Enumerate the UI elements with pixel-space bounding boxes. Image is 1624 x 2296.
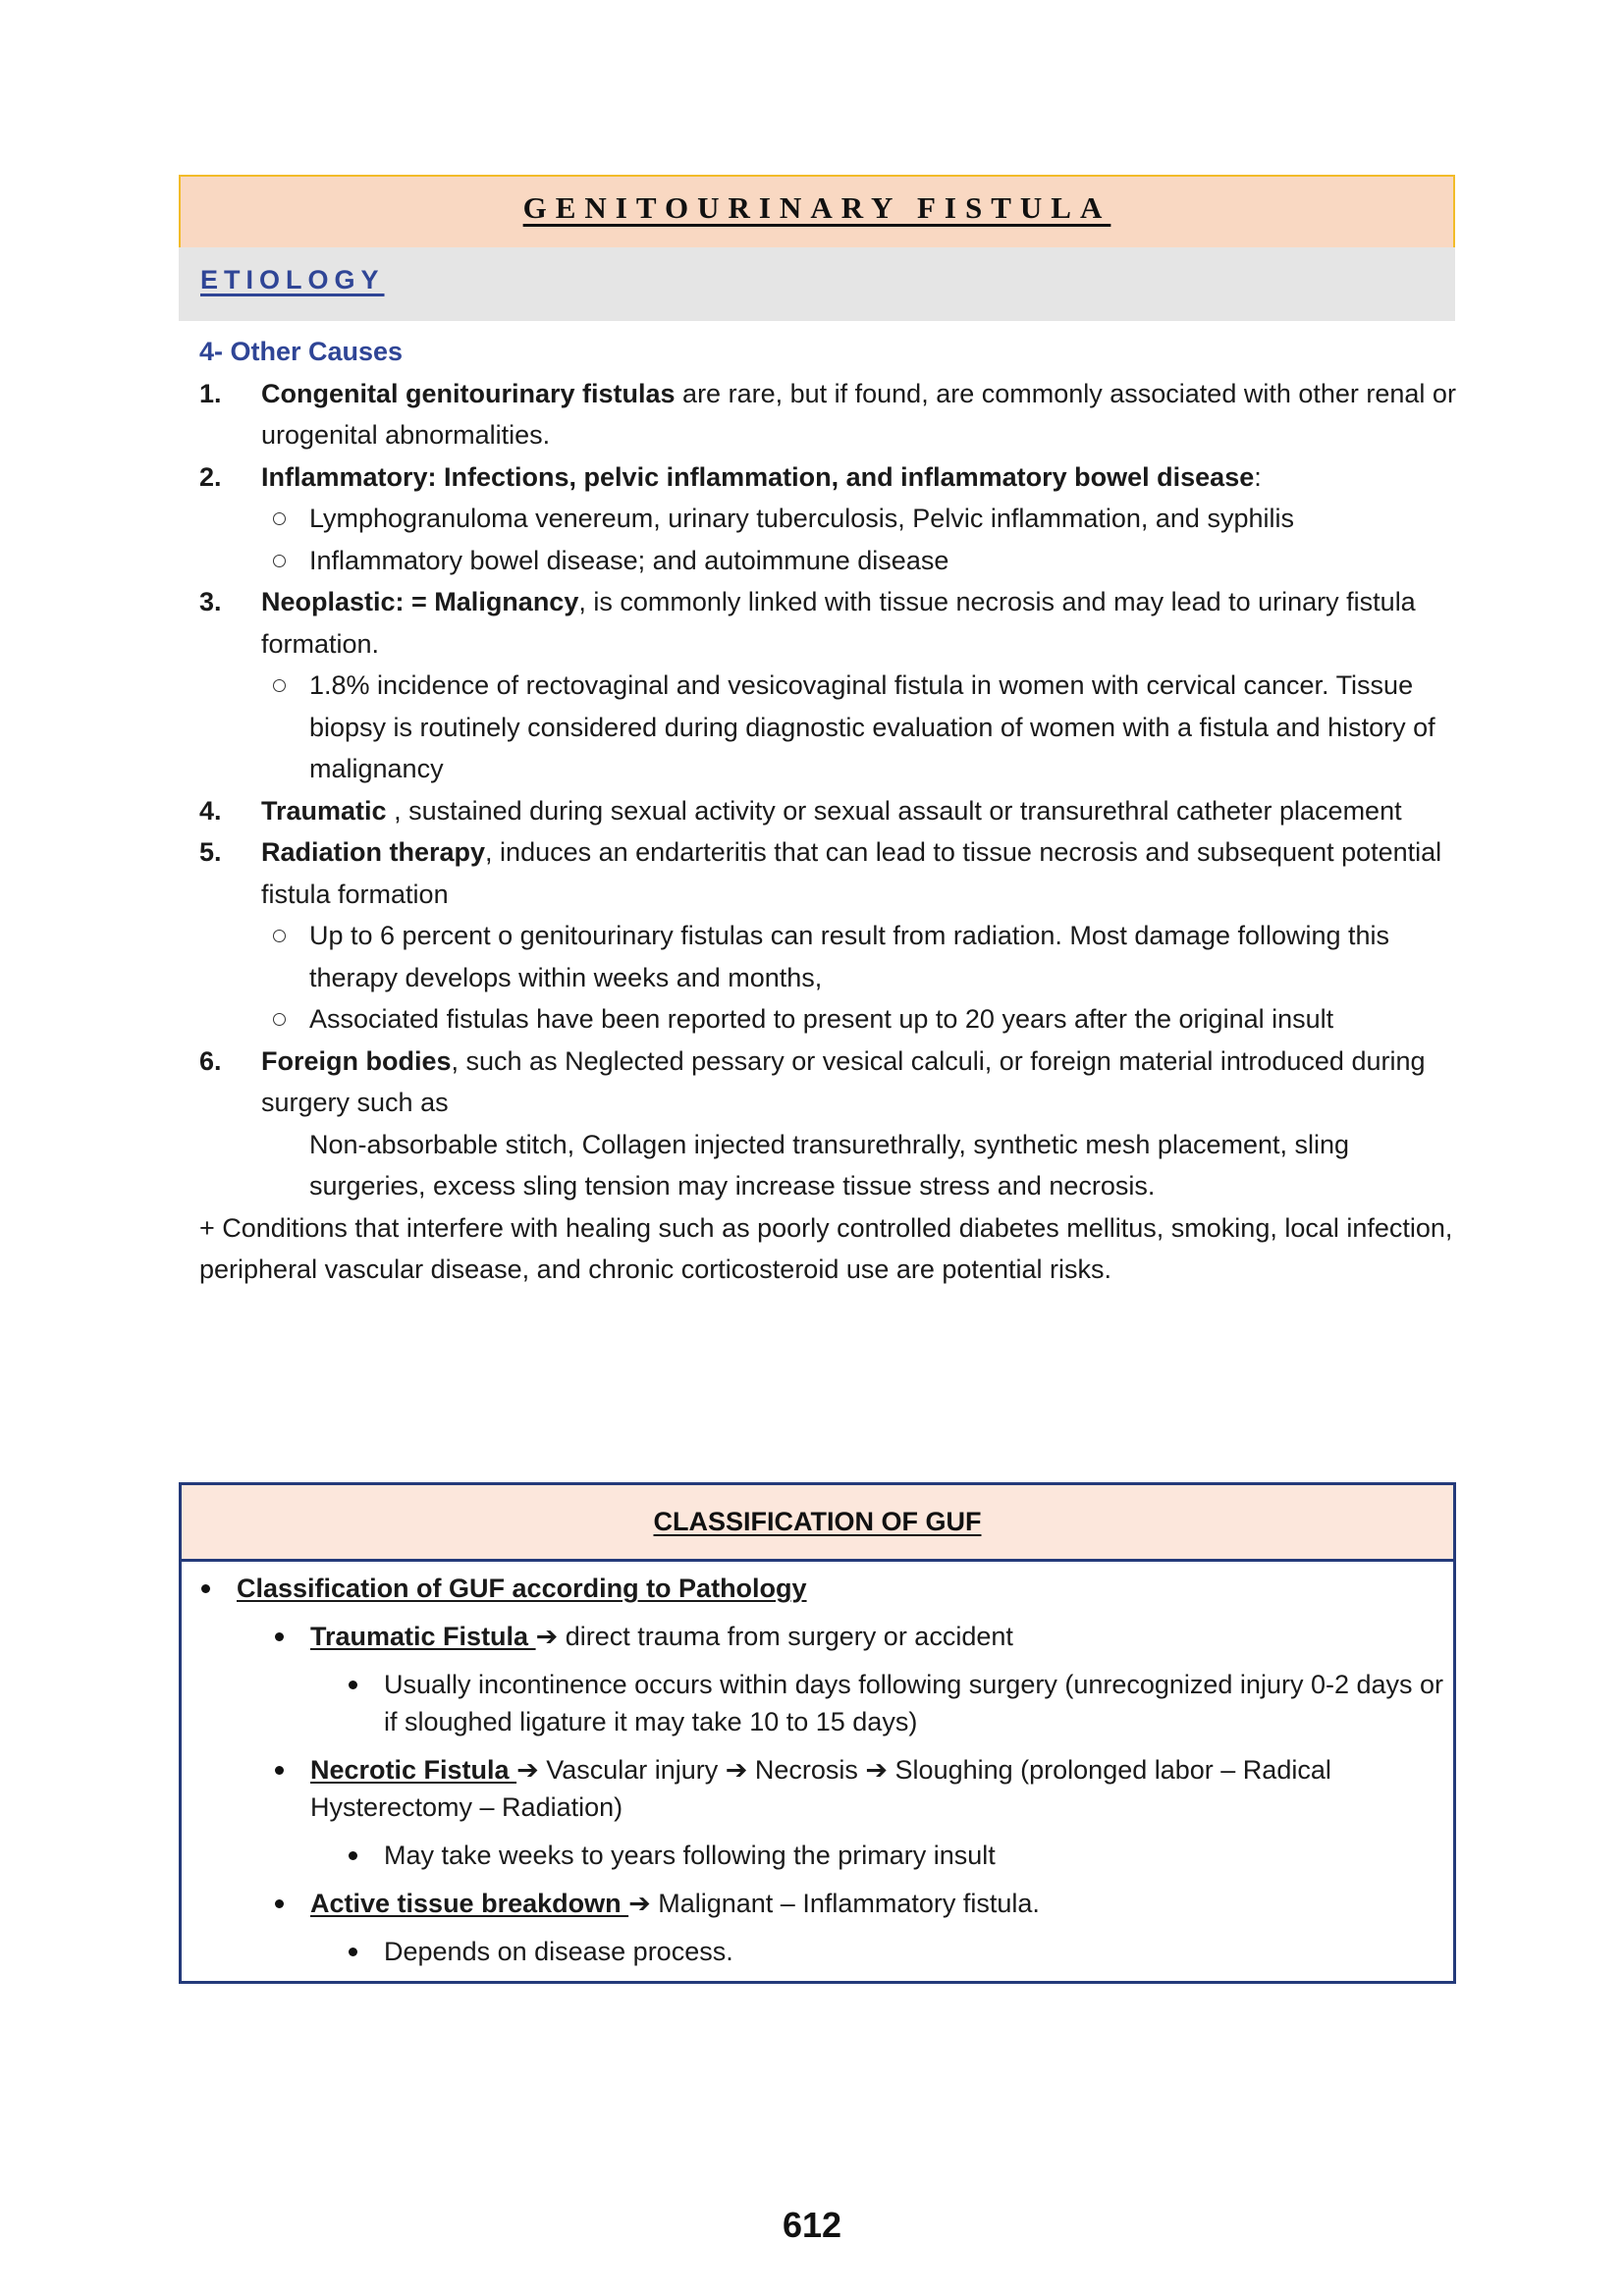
item-number: 1.	[199, 378, 222, 408]
bullet-icon	[349, 1851, 357, 1860]
circle-bullet-icon	[273, 930, 286, 942]
bullet-icon	[275, 1899, 284, 1908]
fistula-type-detail: Depends on disease process.	[384, 1937, 733, 1966]
bullet-icon	[275, 1766, 284, 1775]
fistula-type-desc: Malignant – Inflammatory fistula.	[650, 1889, 1040, 1918]
item-text: , is commonly linked with tissue necrosis and may lead to urinary fistula formation.	[261, 587, 1416, 659]
section-heading: ETIOLOGY	[200, 265, 385, 294]
bullet-item	[182, 1933, 1453, 1970]
sub-item-text: 1.8% incidence of rectovaginal and vesicovaginal fistula in women with cervical cancer. Tissue biopsy is routinely considered during diagnostic evaluation of women with a fistula and history of malignancy	[309, 670, 1435, 783]
item-number: 3.	[199, 587, 222, 616]
list-item	[199, 831, 1456, 915]
bullet-icon	[275, 1632, 284, 1641]
bullet-item	[182, 1570, 1453, 1607]
arrow-right-icon: ➔	[725, 1755, 748, 1785]
fistula-type-desc: Necrosis	[747, 1755, 866, 1785]
arrow-right-icon: ➔	[516, 1755, 539, 1785]
fistula-type-detail: Usually incontinence occurs within days following surgery (unrecognized injury 0-2 days or if sloughed ligature it may take 10 to 15 days)	[384, 1670, 1444, 1736]
fistula-type-desc: direct trauma from surgery or accident	[558, 1622, 1013, 1651]
item-text: , sustained during sexual activity or sexual assault or transurethral catheter placement	[386, 795, 1402, 826]
classification-list	[182, 1562, 1453, 1970]
item-text: are rare, but if found, are commonly associated with other renal or urogenital abnormalities.	[261, 378, 1456, 450]
item-number: 4.	[199, 795, 222, 826]
sub-item-text: Up to 6 percent o genitourinary fistulas can result from radiation. Most damage following this therapy develops within weeks and months,	[309, 921, 1390, 992]
item-term: Foreign bodies	[261, 1045, 452, 1076]
list-item	[199, 456, 1456, 499]
sub-list-item	[199, 915, 1456, 998]
risk-note: + Conditions that interfere with healing such as poorly controlled diabetes mellitus, smoking, local infection, peripheral vascular disease, and chronic corticosteroid use are potential risks.	[199, 1212, 1453, 1284]
section-band	[179, 247, 1455, 321]
circle-bullet-icon	[273, 1013, 286, 1026]
circle-bullet-icon	[273, 679, 286, 692]
item-term: Traumatic	[261, 795, 387, 826]
fistula-type-name: Active tissue breakdown	[310, 1889, 629, 1918]
list-item	[199, 373, 1456, 456]
item-term: Radiation therapy	[261, 837, 486, 867]
bullet-item	[182, 1885, 1453, 1922]
classification-heading: Classification of GUF according to Pathology	[237, 1574, 807, 1603]
bullet-icon	[201, 1584, 210, 1593]
item-term: Inflammatory: Infections, pelvic inflammation, and inflammatory bowel disease	[261, 461, 1255, 492]
list-item	[199, 790, 1456, 832]
item-text: , such as Neglected pessary or vesical calculi, or foreign material introduced during surgery such as	[261, 1045, 1426, 1117]
classification-header	[182, 1485, 1453, 1562]
bullet-item	[182, 1751, 1453, 1826]
circle-bullet-icon	[273, 512, 286, 525]
item-continuation: Non-absorbable stitch, Collagen injected transurethrally, synthetic mesh placement, sling surgeries, excess sling tension may increase tissue stress and necrosis.	[309, 1129, 1350, 1201]
page-number: 612	[782, 2205, 842, 2245]
sub-item-text: Associated fistulas have been reported to present up to 20 years after the original insult	[309, 1004, 1334, 1034]
sub-item-text: Lymphogranuloma venereum, urinary tuberculosis, Pelvic inflammation, and syphilis	[309, 504, 1294, 533]
item-text: , induces an endarteritis that can lead to tissue necrosis and subsequent potential fistula formation	[261, 837, 1442, 909]
fistula-type-desc: Sloughing (prolonged labor – Radical Hysterectomy – Radiation)	[310, 1755, 1331, 1822]
fistula-type-detail: May take weeks to years following the primary insult	[384, 1841, 996, 1870]
fistula-type-desc: Vascular injury	[538, 1755, 726, 1785]
arrow-right-icon: ➔	[535, 1622, 559, 1651]
arrow-right-icon: ➔	[865, 1755, 889, 1785]
sub-list-item	[199, 498, 1456, 540]
bullet-icon	[349, 1948, 357, 1956]
list-item	[199, 581, 1456, 665]
item-number: 5.	[199, 837, 222, 867]
bullet-item	[182, 1837, 1453, 1874]
item-number: 2.	[199, 461, 222, 492]
etiology-content	[199, 331, 1456, 1291]
item-term: Congenital genitourinary fistulas	[261, 378, 676, 408]
classification-box	[179, 1482, 1456, 1984]
page-title: GENITOURINARY FISTULA	[522, 190, 1111, 225]
fistula-type-name: Traumatic Fistula	[310, 1622, 536, 1651]
subheading: 4- Other Causes	[199, 337, 404, 366]
list-item	[199, 1041, 1456, 1124]
arrow-right-icon: ➔	[628, 1889, 651, 1918]
sub-list-item	[199, 665, 1456, 790]
item-text: :	[1254, 461, 1262, 492]
circle-bullet-icon	[273, 555, 286, 567]
sub-list-item	[199, 998, 1456, 1041]
title-banner	[179, 175, 1455, 249]
bullet-item	[182, 1618, 1453, 1655]
sub-list-item	[199, 540, 1456, 582]
fistula-type-name: Necrotic Fistula	[310, 1755, 517, 1785]
item-term: Neoplastic: = Malignancy	[261, 587, 579, 616]
classification-title: CLASSIFICATION OF GUF	[653, 1507, 982, 1536]
sub-item-text: Inflammatory bowel disease; and autoimmune disease	[309, 545, 949, 575]
item-number: 6.	[199, 1045, 222, 1076]
bullet-icon	[349, 1681, 357, 1689]
bullet-item	[182, 1666, 1453, 1740]
